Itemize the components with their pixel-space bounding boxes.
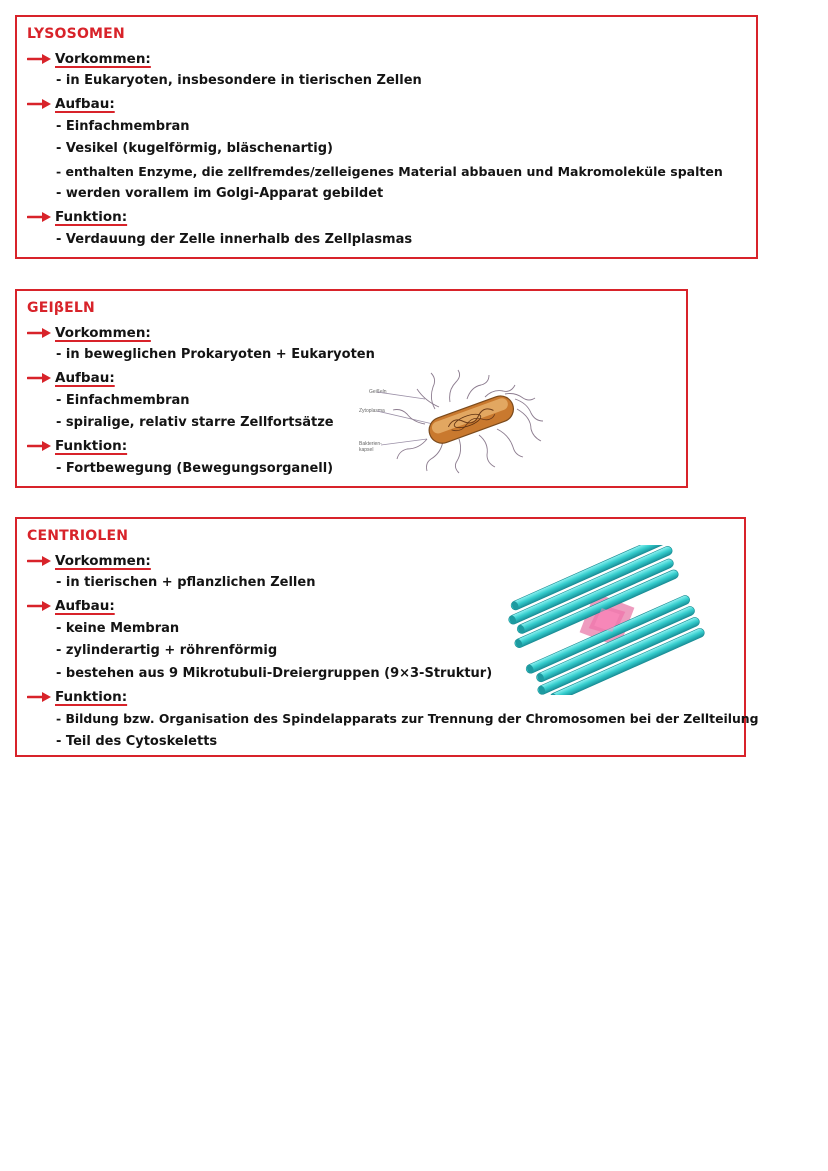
section-label: Aufbau:: [55, 96, 115, 112]
section-label: Aufbau:: [55, 370, 115, 386]
arrow-icon: [27, 52, 53, 66]
list-item: - keine Membran: [56, 620, 180, 636]
section-label: Funktion:: [55, 688, 128, 705]
arrow-icon: [27, 371, 53, 385]
centriolen-card: [15, 517, 759, 757]
arrow-icon: [27, 599, 53, 613]
list-item: - enthalten Enzyme, die zellfremdes/zelleigenes Material abbauen und Makromoleküle spalten: [56, 163, 723, 179]
figure-label: Geißeln: [369, 389, 387, 395]
list-item: - bestehen aus 9 Mikrotubuli-Dreiergruppen (9×3-Struktur): [56, 665, 493, 681]
figure-label: Zytoplasma: [359, 408, 385, 414]
bacterium-icon: [355, 369, 555, 474]
arrow-icon: [27, 97, 53, 111]
section-label: Aufbau:: [55, 598, 115, 614]
list-item: - Fortbewegung (Bewegungsorganell): [56, 460, 334, 476]
section-label: Vorkommen:: [55, 324, 151, 341]
arrow-icon: [27, 326, 53, 340]
list-item: - Bildung bzw. Organisation des Spindelapparats zur Trennung der Chromosomen bei der Zellteilung: [56, 711, 759, 726]
geisseln-funktion-heading: [27, 435, 676, 458]
lysosomen-aufbau-heading: [27, 93, 746, 116]
lysosomen-title: LYSOSOMEN: [27, 26, 125, 42]
arrow-icon: [27, 210, 53, 224]
lysosomen-card: [15, 15, 758, 259]
centriolen-title: CENTRIOLEN: [27, 528, 129, 544]
list-item: - Verdauung der Zelle innerhalb des Zellplasmas: [56, 231, 413, 247]
geisseln-title: GEIβELN: [27, 300, 95, 316]
section-label: Funktion:: [55, 209, 128, 225]
geisseln-vorkommen-heading: [27, 321, 676, 344]
geisseln-card: [15, 289, 688, 488]
section-label: Vorkommen:: [55, 50, 151, 67]
list-item: - werden vorallem im Golgi-Apparat gebildet: [56, 186, 384, 201]
arrow-icon: [27, 690, 53, 704]
list-item: - in beweglichen Prokaryoten + Eukaryoten: [56, 347, 375, 362]
geisseln-aufbau-heading: [27, 367, 676, 390]
list-item: - Vesikel (kugelförmig, bläschenartig): [56, 141, 333, 156]
centriole-icon: [507, 545, 707, 695]
list-item: - Einfachmembran: [56, 392, 190, 408]
arrow-icon: [27, 554, 53, 568]
centriole-figure: [507, 545, 707, 695]
list-item: - Einfachmembran: [56, 118, 190, 134]
lysosomen-vorkommen-heading: [27, 47, 746, 70]
section-label: Funktion:: [55, 438, 128, 454]
list-item: - zylinderartig + röhrenförmig: [56, 643, 278, 658]
list-item: - in tierischen + pflanzlichen Zellen: [56, 575, 316, 590]
section-label: Vorkommen:: [55, 552, 151, 569]
list-item: - Teil des Cytoskeletts: [56, 733, 218, 749]
flagellated-bacterium-figure: [355, 369, 555, 474]
arrow-icon: [27, 439, 53, 453]
list-item: - in Eukaryoten, insbesondere in tierischen Zellen: [56, 73, 422, 88]
lysosomen-funktion-heading: [27, 206, 746, 229]
figure-label: Bakterien-kapsel: [359, 441, 382, 453]
list-item: - spiralige, relativ starre Zellfortsätze: [56, 415, 334, 430]
